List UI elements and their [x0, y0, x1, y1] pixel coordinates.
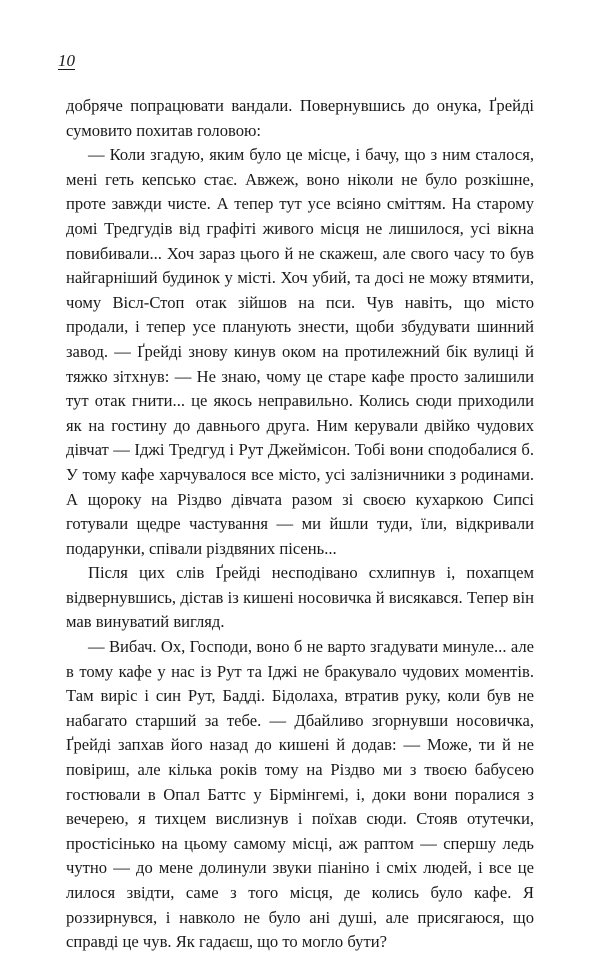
page-number: 10: [58, 51, 75, 70]
body-text: [66, 94, 534, 955]
paragraph-1: добряче попрацювати вандали. Повернувшись до онука, Ґрейді сумовито похитав головою:: [66, 96, 534, 140]
paragraph-4: — Вибач. Ох, Господи, воно б не варто згадувати минуле... але в тому кафе у нас із Рут та Іджі не бракувало чудових моментів. Там виріс і син Рут, Бадді. Бідолаха, втратив руку, коли був не набагато старший за тебе. — Дбайливо згорнувши носовичка, Ґрейді запхав його назад до кишені й додав: — Може, ти й не повіриш, але кілька років тому на Різдво ми з твоєю бабусею гостювали в Опал Баттс у Бірмінгемі, і, доки вони поралися з вечерею, я тихцем вислизнув і поїхав сюди. Стояв отутечки, простісінько на цьому самому місці, аж раптом — спершу ледь чутно — до мене долинули звуки піаніно і сміх людей, і все це лилося звідти, саме з того місця, де колись було кафе. Я роззирнувся, і навколо не було ані душі, але присягаюся, що справді це чув. Як гадаєш, що то могло бути?: [66, 637, 534, 952]
paragraph-3: Після цих слів Ґрейді несподівано схлипнув і, похапцем відвернувшись, дістав із кишені носовичка й висякався. Тепер він мав винуватий вигляд.: [66, 563, 534, 632]
paragraph-2: — Коли згадую, яким було це місце, і бачу, що з ним сталося, мені геть кепсько стає. Авжеж, воно ніколи не було розкішне, проте завжди чисте. А тепер тут усе всіяно сміттям. На старому домі Тредгудів від графіті живого місця не лишилося, усі вікна повибивали... Хоч зараз цього й не скажеш, але свого часу то був найгарніший будинок у місті. Хоч убий, та досі не можу втямити, чому Вісл-Стоп отак зійшов на пси. Чув навіть, що місто продали, і тепер усе планують знести, щоби збудувати шинний завод. — Ґрейді знову кинув оком на протилежний бік вулиці й тяжко зітхнув: — Не знаю, чому це старе кафе просто залишили тут отак гнити... це якось неправильно. Колись сюди приходили як на гостину до давнього друга. Ним керували двійко чудових дівчат — Іджі Тредгуд і Рут Джеймісон. Тобі вони сподобалися б. У тому кафе харчувалося все місто, усі залізничники з родинами. А щороку на Різдво дівчата разом зі своєю кухаркою Сипсі готували щедре частування — ми йшли туди, їли, відкривали подарунки, співали різдвяних пісень...: [66, 145, 534, 558]
